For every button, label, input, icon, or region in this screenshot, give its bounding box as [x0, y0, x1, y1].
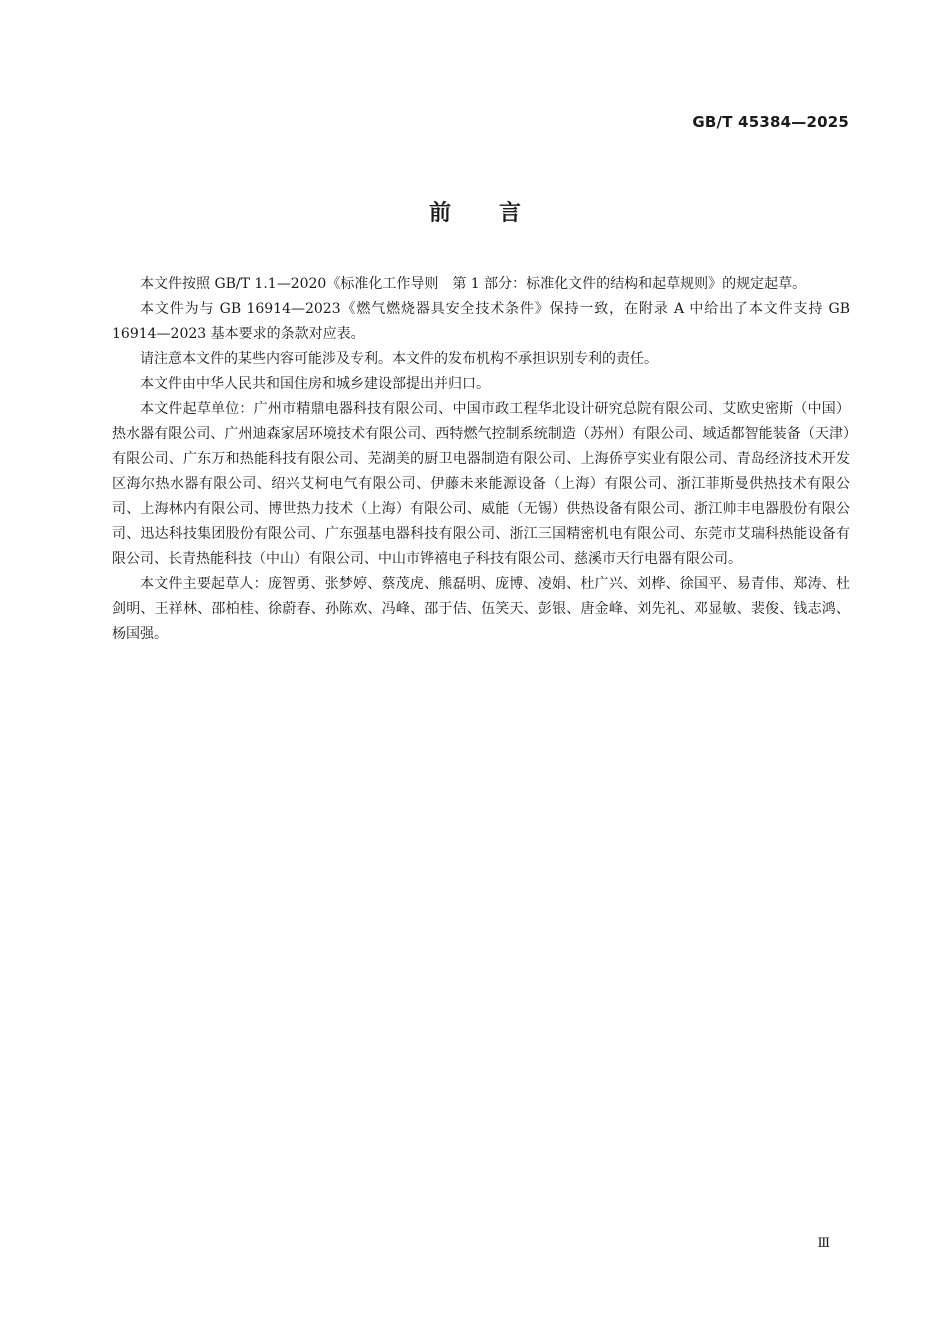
paragraph-drafters: 本文件主要起草人：庞智勇、张梦婷、蔡茂虎、熊磊明、庞博、凌娟、杜广兴、刘桦、徐国平、易青伟、郑涛、杜剑明、王祥林、邵柏桂、徐蔚春、孙陈欢、冯峰、邵于佶、伍笑天、彭银、唐金峰、刘先礼、邓显敏、裴俊、钱志鸿、杨国强。 — [112, 576, 850, 642]
page-title-char-2: 言 — [499, 201, 522, 226]
paragraph-drafting-units: 本文件起草单位：广州市精鼎电器科技有限公司、中国市政工程华北设计研究总院有限公司、艾欧史密斯（中国）热水器有限公司、广州迪森家居环境技术有限公司、西特燃气控制系统制造（苏州）有限公司、域适都智能装备（天津）有限公司、广东万和热能科技有限公司、芜湖美的厨卫电器制造有限公司、上海侨亨实业有限公司、青岛经济技术开发区海尔热水器有限公司、绍兴艾柯电气有限公司、伊藤未来能源设备（上海）有限公司、浙江菲斯曼供热技术有限公司、上海林内有限公司、博世热力技术（上海）有限公司、威能（无锡）供热设备有限公司、浙江帅丰电器股份有限公司、迅达科技集团股份有限公司、广东强基电器科技有限公司、浙江三国精密机电有限公司、东莞市艾瑞科热能设备有限公司、长青热能科技（中山）有限公司、中山市铧禧电子科技有限公司、慈溪市天行电器有限公司。 — [112, 401, 850, 567]
page-title-char-1: 前 — [428, 201, 451, 226]
paragraph-proposer: 本文件由中华人民共和国住房和城乡建设部提出并归口。 — [140, 376, 490, 392]
paragraph-drafting-rules: 本文件按照 GB/T 1.1—2020《标准化工作导则 第 1 部分：标准化文件的结构和起草规则》的规定起草。 — [140, 276, 807, 292]
paragraph-patent-notice: 请注意本文件的某些内容可能涉及专利。本文件的发布机构不承担识别专利的责任。 — [140, 351, 658, 367]
standard-number: GB/T 45384—2025 — [692, 113, 849, 131]
foreword-body — [112, 272, 850, 647]
page-title — [0, 196, 950, 227]
page-number: Ⅲ — [817, 1236, 830, 1251]
paragraph-consistency: 本文件为与 GB 16914—2023《燃气燃烧器具安全技术条件》保持一致，在附录 A 中给出了本文件支持 GB 16914—2023 基本要求的条款对应表。 — [112, 301, 850, 342]
